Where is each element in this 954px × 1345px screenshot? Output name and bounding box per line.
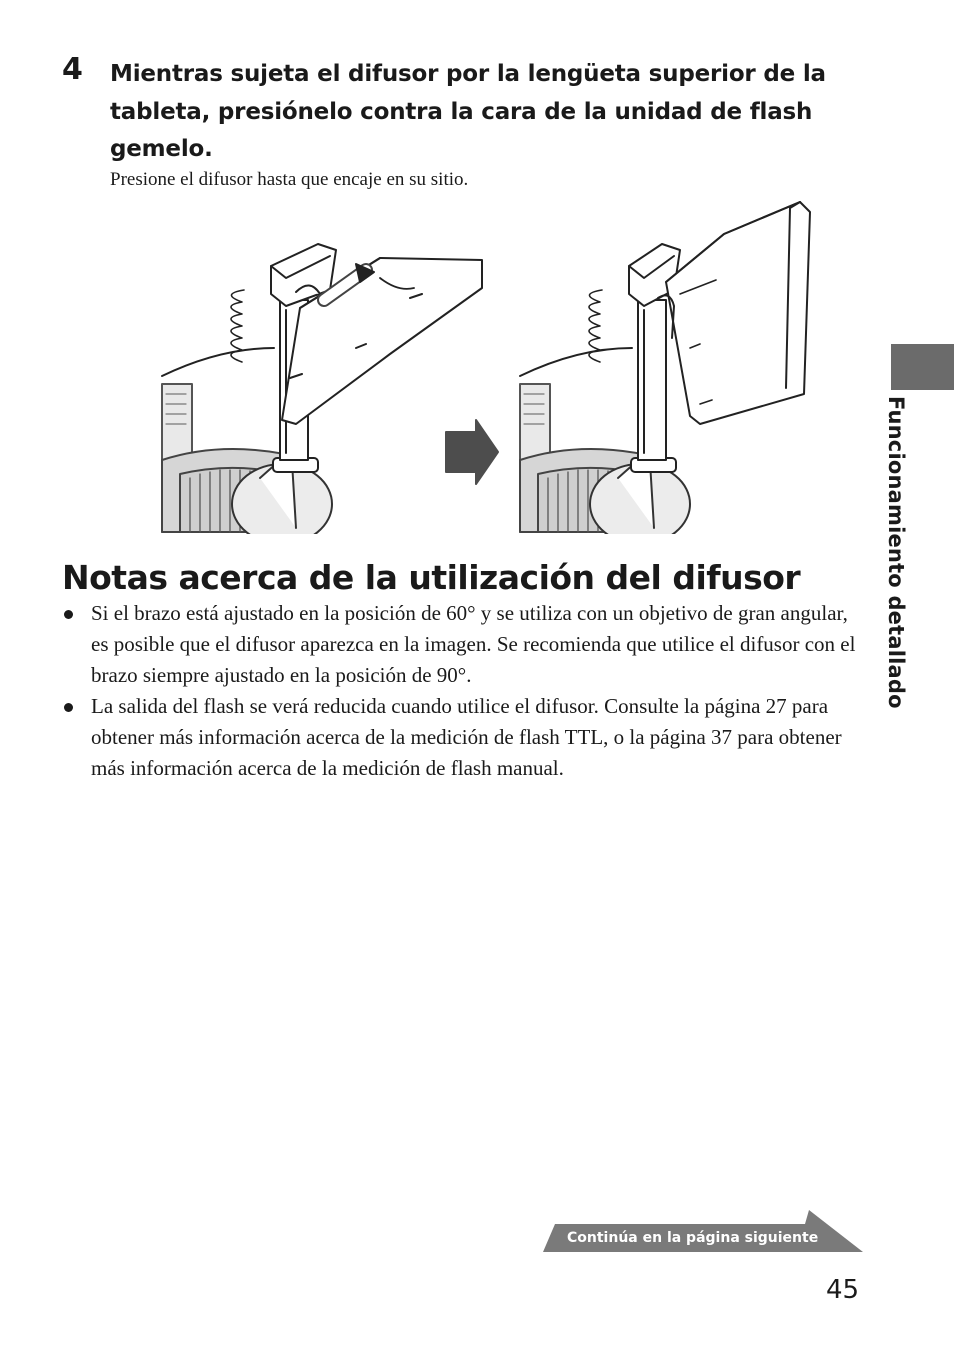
chapter-label: Funcionamiento detallado xyxy=(884,396,908,709)
list-item xyxy=(62,598,862,691)
chapter-label-container xyxy=(884,396,924,776)
notes-heading: Notas acerca de la utilización del difusor xyxy=(62,558,801,597)
flash-diffuser-attached-icon xyxy=(520,202,810,534)
bullet-icon xyxy=(64,703,73,712)
diffuser-illustration xyxy=(160,198,812,534)
bullet-icon xyxy=(64,610,73,619)
flash-diffuser-attaching-icon xyxy=(162,244,482,534)
step-number: 4 xyxy=(62,52,83,87)
chapter-tab-marker xyxy=(891,344,954,390)
notes-list xyxy=(62,598,862,784)
step-instruction: Presione el difusor hasta que encaje en su sitio. xyxy=(110,169,469,190)
list-item xyxy=(62,691,862,784)
continue-label: Continúa en la página siguiente xyxy=(567,1230,819,1246)
right-arrow-icon xyxy=(446,420,498,484)
note-text: Si el brazo está ajustado en la posición de 60° y se utiliza con un objetivo de gran angular, es posible que el difusor aparezca en la imagen. Se recomienda que utilice el difusor con el brazo siempre ajustado en la posición de 90°. xyxy=(91,601,856,687)
page-number: 45 xyxy=(826,1275,860,1305)
note-text: La salida del flash se verá reducida cuando utilice el difusor. Consulte la página 27 para obtener más información acerca de la medición de flash TTL, o la página 37 para obtener más información acerca de la medición de flash manual. xyxy=(91,694,842,780)
step-title: Mientras sujeta el difusor por la lengüeta superior de la tableta, presiónelo contra la cara de la unidad de flash gemelo. xyxy=(110,61,826,162)
